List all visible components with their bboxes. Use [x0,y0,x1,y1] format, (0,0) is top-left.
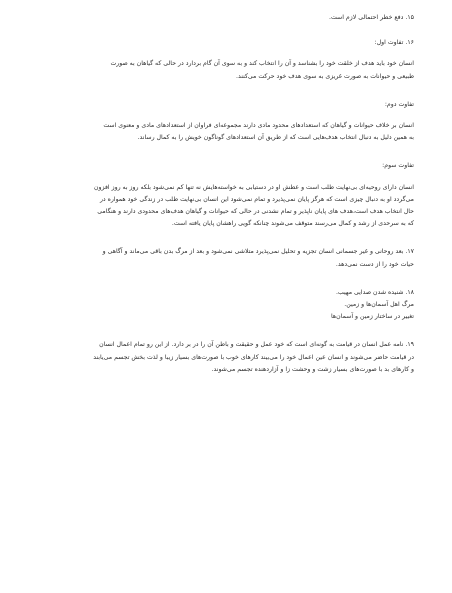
difference-2-title: تفاوت دوم: [384,100,414,108]
difference-3-line: انسان دارای روحیه‌ای بی‌نهایت طلب است و عطش او در دستیابی به خواسته‌هایش نه تنها کم نمی‌شود بلکه روز به روز افزون [94,183,414,191]
item-18-line: تغییر در ساختار زمین و آسمان‌ها [331,313,414,321]
item-17 [38,246,414,270]
item-19-line: و کارهای بد با صورت‌های بسیار زشت و وحشت زا و آزاردهنده تجسم می‌شوند. [211,365,414,373]
item-16 [38,37,414,83]
item-16-line: انسان خود باید هدف از خلقت خود را بشناسد و آن را انتخاب کند و به سوی آن گام بردارد در حالی که گیاهان به صورت [110,60,414,68]
difference-2 [38,99,414,145]
item-18-line: ۱۸. شنیده شدن صدایی مهیب. [335,288,414,296]
difference-3-title: تفاوت سوم: [382,162,414,170]
item-18-line: مرگ اهل آسمان‌ها و زمین. [344,301,414,309]
item-16-line: طبیعی و حیوانات به صورت غریزی به سوی هدف خود حرکت می‌کنند. [236,72,414,80]
item-15-text: ۱۵. دفع خطر احتمالی لازم است. [329,14,414,21]
item-18 [38,287,414,324]
difference-2-line: به همین دلیل به دنبال انتخاب هدف‌هایی است که از طریق آن استعدادهای گوناگون خویش را به کمال رساند. [137,134,414,142]
item-19-line: ۱۹. نامه عمل انسان در قیامت به گونه‌ای است که خود عمل و حقیقت و باطن آن را در بر دارد. از این رو تمام اعمال انسان [99,341,414,349]
item-17-line: ۱۷. بعد روحانی و غیر جسمانی انسان تجزیه و تحلیل نمی‌پذیرد متلاشی نمی‌شود و بعد از مرگ بدن باقی می‌ماند و آگاهی و [102,248,414,256]
difference-3-line: می‌گردد او به دنبال چیزی است که هرگز پایان نمی‌پذیرد و تمام نمی‌شود این انسان بی‌نهایت طلب در زندگی خود همواره در [99,195,414,203]
difference-3-line: حال انتخاب هدف است،هدف های پایان ناپذیر و تمام نشدنی در حالی که حیوانات و گیاهان هدف‌های محدودی دارند و هنگامی [97,208,414,216]
item-19 [38,339,414,376]
item-16-title: ۱۶. تفاوت اول: [374,39,414,47]
difference-3 [38,160,414,230]
item-15 [38,12,414,24]
item-19-line: در قیامت حاضر می‌شوند و انسان عین اعمال خود را می‌بیند کارهای خوب با صورت‌های بسیار زیبا و لذت بخش تجسم می‌یابند [93,353,414,361]
item-17-line: حیات خود را از دست نمی‌دهد. [335,260,414,268]
difference-2-line: انسان بر خلاف حیوانات و گیاهان که استعدادهای محدود مادی دارند مجموعه‌ای فراوان از استعدادهای مادی و معنوی است [103,122,414,130]
difference-3-line: که به سرحدی از رشد و کمال می‌رسند متوقف می‌شوند چنانکه گویی راهشان پایان یافته است. [171,220,414,228]
